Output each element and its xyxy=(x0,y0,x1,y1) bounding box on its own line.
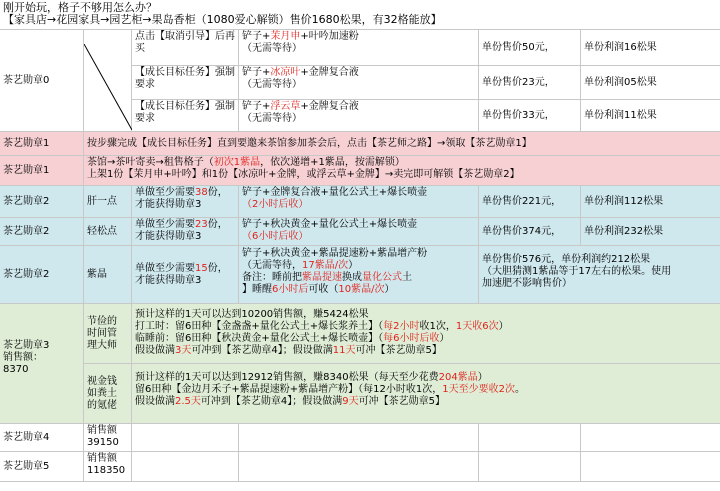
medal1b-label: 茶艺勋章1 xyxy=(3,164,50,176)
recipe-text: +金牌复合液 xyxy=(300,101,359,112)
req-number: 23 xyxy=(195,219,208,230)
recipe-text: ） xyxy=(348,260,359,271)
req-text: 单做至少需要 xyxy=(135,262,195,274)
recipe-text: （无需等待， xyxy=(242,260,302,271)
medal2-label: 茶艺勋章2 xyxy=(3,268,50,280)
plan-text: 收1次， xyxy=(419,321,456,332)
medal1a-label: 茶艺勋章1 xyxy=(3,137,50,149)
req-text: 才能获得勋章3 xyxy=(135,231,202,242)
plan-text: 可冲到【茶艺勋章4】；假设做满 xyxy=(191,345,333,356)
strategy-name: 如粪土 xyxy=(87,387,117,399)
medal1b-text: 上架1份【茉月申+叶吟】和1份【冰凉叶+金牌，或浮云草+金牌】→卖完即可解锁【茶艺勋章2】 xyxy=(87,169,520,180)
medal4-label: 茶艺勋章4 xyxy=(3,431,50,443)
plan-highlight: 2.5天 xyxy=(175,396,201,407)
recipe-text: +金牌复合液 xyxy=(300,67,359,78)
time-text: （6小时后收） xyxy=(242,231,309,242)
medal3-sales-label: 销售额： xyxy=(3,352,43,363)
medal4-sales-label: 销售额 xyxy=(87,425,117,436)
medal0-price-2[interactable] xyxy=(479,100,581,132)
medal2-price-note-cell[interactable] xyxy=(479,246,720,304)
medal2-label-cell[interactable] xyxy=(0,218,84,246)
medal4-label-cell[interactable] xyxy=(0,424,84,452)
recipe-text: ） xyxy=(384,284,395,295)
strategy-name: 的氪佬 xyxy=(87,399,117,411)
medal3a-name-cell[interactable] xyxy=(84,304,132,364)
medal0-profit-2[interactable] xyxy=(581,100,720,132)
plan-highlight: 3天 xyxy=(175,345,192,356)
medal2-profit-cell[interactable] xyxy=(581,186,720,218)
strategy-name: 肝一点 xyxy=(87,195,117,207)
medal5-label: 茶艺勋章5 xyxy=(3,460,50,472)
empty-cell[interactable] xyxy=(479,424,581,452)
medal3a-text-cell[interactable] xyxy=(132,304,720,364)
medal2-name-cell[interactable] xyxy=(84,218,132,246)
plan-text: 。 xyxy=(514,384,525,395)
intro-question: 刚开始玩，格子不够用怎么办？ xyxy=(3,1,157,14)
medal1a-label-cell[interactable] xyxy=(0,132,84,156)
recipe-highlight: 6小时后 xyxy=(272,284,309,295)
note-text: 加速肥不影响售价） xyxy=(482,278,572,289)
plan-text: 打工时：留6田种【金盏盏+量化公式土+爆长浆养土】（ xyxy=(135,321,384,332)
price-text: 单份售价374元， xyxy=(482,225,562,237)
recipe-text: 土 xyxy=(402,272,412,283)
intro-cell[interactable] xyxy=(0,0,720,30)
medal0-task-1[interactable] xyxy=(132,66,239,100)
plan-text: ） xyxy=(439,333,450,344)
intro-cabinet-info: 【家具店→花园家具→园艺柜→果岛香柜（1080爱心解锁）售价1680松果，有32格能放】 xyxy=(3,13,442,26)
medal5-sales-label: 销售额 xyxy=(87,453,117,464)
medal0-task-0[interactable] xyxy=(132,30,239,66)
plan-highlight: 每6小时后收 xyxy=(383,333,440,344)
strategy-name: 理大师 xyxy=(87,339,117,351)
medal0-profit-1[interactable] xyxy=(581,66,720,100)
medal1a-text: 按步骤完成【成长目标任务】直到要邀来茶馆参加茶会后，点击【茶艺师之路】→领取【茶艺勋章1】 xyxy=(87,137,532,149)
medal3-label-cell[interactable] xyxy=(0,304,84,424)
medal0-task-2[interactable] xyxy=(132,100,239,132)
medal1b-text-cell[interactable] xyxy=(84,156,720,186)
empty-cell[interactable] xyxy=(132,452,239,482)
recipe-text: +叶吟加速粉 xyxy=(300,31,359,42)
task-text: 【成长目标任务】强制要求 xyxy=(135,67,235,90)
empty-cell[interactable] xyxy=(239,424,479,452)
plan-highlight: 204紫晶 xyxy=(438,372,478,383)
req-text: 单做至少需要 xyxy=(135,219,195,230)
req-text: 份， xyxy=(207,262,228,274)
recipe-text: 】睡醒 xyxy=(242,284,272,295)
recipe-highlight: 紫晶提速 xyxy=(302,272,342,283)
medal2-label-cell[interactable] xyxy=(0,186,84,218)
strategy-name: 视金钱 xyxy=(87,375,117,387)
plan-highlight: 1天收6次 xyxy=(455,321,499,332)
medal2-recipe-cell[interactable] xyxy=(239,186,479,218)
medal0-price-1[interactable] xyxy=(479,66,581,100)
medal0-profit-0[interactable] xyxy=(581,30,720,66)
medal2-price-cell[interactable] xyxy=(479,186,581,218)
plan-text: 可冲【茶艺勋章5】 xyxy=(358,396,446,407)
medal1b-highlight: 初次1紫晶 xyxy=(213,157,261,168)
medal3-label: 茶艺勋章3 xyxy=(3,340,50,351)
req-text: 才能获得勋章3 xyxy=(135,199,202,210)
recipe-text: 铲子+ xyxy=(242,67,271,78)
medal0-recipe-2[interactable] xyxy=(239,100,479,132)
plan-text: 假设做满 xyxy=(135,345,175,356)
profit-text: 单份利润112松果 xyxy=(584,195,664,207)
profit-text: 单份利润232松果 xyxy=(584,225,664,237)
medal2-req-cell[interactable] xyxy=(132,246,239,304)
req-text: 份， xyxy=(207,187,228,198)
plan-text: 假设做满 xyxy=(135,396,175,407)
price-text: 单份售价221元， xyxy=(482,195,562,207)
strategy-name: 时间管 xyxy=(87,327,117,339)
plan-highlight: 9天 xyxy=(342,396,359,407)
medal0-recipe-1[interactable] xyxy=(239,66,479,100)
medal4-sales-value: 39150 xyxy=(87,437,119,448)
medal1a-text-cell[interactable] xyxy=(84,132,720,156)
medal2-profit-cell[interactable] xyxy=(581,218,720,246)
medal5-sales-cell[interactable] xyxy=(84,452,132,482)
medal3-sales-value: 8370 xyxy=(3,364,29,375)
empty-cell[interactable] xyxy=(581,452,720,482)
price-text: 单份售价50元， xyxy=(482,41,555,53)
plan-highlight: 11天 xyxy=(332,345,356,356)
medal2-label: 茶艺勋章2 xyxy=(3,195,50,207)
medal3b-name-cell[interactable] xyxy=(84,364,132,424)
medal1b-text: ，依次递增+1紫晶，按需解锁） xyxy=(260,157,405,168)
price-text: 单份售价23元， xyxy=(482,76,555,88)
medal2-name-cell[interactable] xyxy=(84,186,132,218)
recipe-text: 铲子+ xyxy=(242,101,271,112)
recipe-text: 铲子+秋决黄金+量化公式土+爆长喷壶 xyxy=(242,219,418,230)
medal1b-text: 茶馆→茶叶寄卖→租售格子（ xyxy=(87,157,214,168)
recipe-text: 铲子+秋决黄金+紫晶提速粉+紫晶增产粉 xyxy=(242,248,428,259)
empty-cell[interactable] xyxy=(581,424,720,452)
plan-text: ） xyxy=(477,372,488,383)
recipe-text: 铲子+金牌复合液+量化公式土+爆长喷壶 xyxy=(242,187,428,198)
req-number: 15 xyxy=(195,262,208,274)
plan-text: 预计这样的1天可以达到12912销售额，赚8340松果（每天至少花费 xyxy=(135,372,439,383)
task-text: 点击【取消引导】后再买 xyxy=(135,31,235,54)
plan-text: 预计这样的1天可以达到10200销售额，赚5424松果 xyxy=(135,309,369,320)
price-text: 单份售价576元，单份利润约212松果 xyxy=(482,254,651,265)
recipe-text: 可收（ xyxy=(308,284,339,295)
medal0-recipe-0[interactable] xyxy=(239,30,479,66)
diagonal-line xyxy=(84,44,132,130)
medal4-sales-cell[interactable] xyxy=(84,424,132,452)
medal5-label-cell[interactable] xyxy=(0,452,84,482)
plan-text: ） xyxy=(498,321,509,332)
req-number: 38 xyxy=(195,187,208,198)
medal2-name-cell[interactable] xyxy=(84,246,132,304)
medal5-sales-value: 118350 xyxy=(87,465,126,476)
note-text: （大胆猜测1紫晶等于17左右的松果。使用 xyxy=(482,266,672,277)
medal2-price-cell[interactable] xyxy=(479,218,581,246)
recipe-highlight: 量化公式 xyxy=(362,272,402,283)
req-text: 份， xyxy=(207,219,228,230)
plan-text: 可冲【茶艺勋章5】 xyxy=(355,345,442,356)
empty-cell[interactable] xyxy=(479,452,581,482)
req-text: 才能获得勋章3 xyxy=(135,274,202,286)
recipe-highlight: 10紫晶/次 xyxy=(338,284,385,295)
recipe-highlight: 冰凉叶 xyxy=(270,67,301,78)
strategy-name: 节俭的 xyxy=(87,315,117,327)
price-text: 单份售价33元， xyxy=(482,109,555,121)
profit-text: 单份利润16松果 xyxy=(584,41,657,53)
time-text: （2小时后收） xyxy=(242,199,309,210)
plan-text: 可冲到【茶艺勋章4】；假设做满 xyxy=(200,396,343,407)
medal1b-label-cell[interactable] xyxy=(0,156,84,186)
medal0-price-0[interactable] xyxy=(479,30,581,66)
recipe-highlight: 茉月申 xyxy=(270,31,301,42)
profit-text: 单份利润11松果 xyxy=(584,109,657,121)
recipe-highlight: 浮云草 xyxy=(270,101,301,112)
req-text: 单做至少需要 xyxy=(135,187,195,198)
recipe-highlight: 17紫晶/次 xyxy=(302,260,349,271)
medal2-recipe-cell[interactable] xyxy=(239,246,479,304)
wait-text: （无需等待） xyxy=(242,113,302,124)
medal2-req-cell[interactable] xyxy=(132,218,239,246)
recipe-text: 备注：睡前把 xyxy=(242,272,302,283)
recipe-text: 换成 xyxy=(342,272,362,283)
empty-cell[interactable] xyxy=(239,452,479,482)
medal0-label-cell[interactable] xyxy=(0,30,84,132)
medal0-label: 茶艺勋章0 xyxy=(3,74,50,86)
plan-highlight: 1天至少要收2次 xyxy=(442,384,515,395)
wait-text: （无需等待） xyxy=(242,43,302,54)
task-text: 【成长目标任务】强制要求 xyxy=(135,101,235,124)
medal2-recipe-cell[interactable] xyxy=(239,218,479,246)
medal3b-text-cell[interactable] xyxy=(132,364,720,424)
medal2-label: 茶艺勋章2 xyxy=(3,225,50,237)
wait-text: （无需等待） xyxy=(242,79,302,90)
plan-text: 临睡前：留6田种【秋决黄金+量化公式土+爆长喷壶】（ xyxy=(135,333,384,344)
empty-cell[interactable] xyxy=(132,424,239,452)
medal2-label-cell[interactable] xyxy=(0,246,84,304)
plan-text: 留6田种【金边月禾子+紫晶提速粉+紫晶增产粉】（每12小时收1次， xyxy=(135,384,443,395)
strategy-name: 轻松点 xyxy=(87,225,117,237)
profit-text: 单份利润05松果 xyxy=(584,76,657,88)
medal2-req-cell[interactable] xyxy=(132,186,239,218)
plan-highlight: 每2小时 xyxy=(383,321,420,332)
recipe-text: 铲子+ xyxy=(242,31,271,42)
strategy-name: 紫晶 xyxy=(87,268,107,280)
